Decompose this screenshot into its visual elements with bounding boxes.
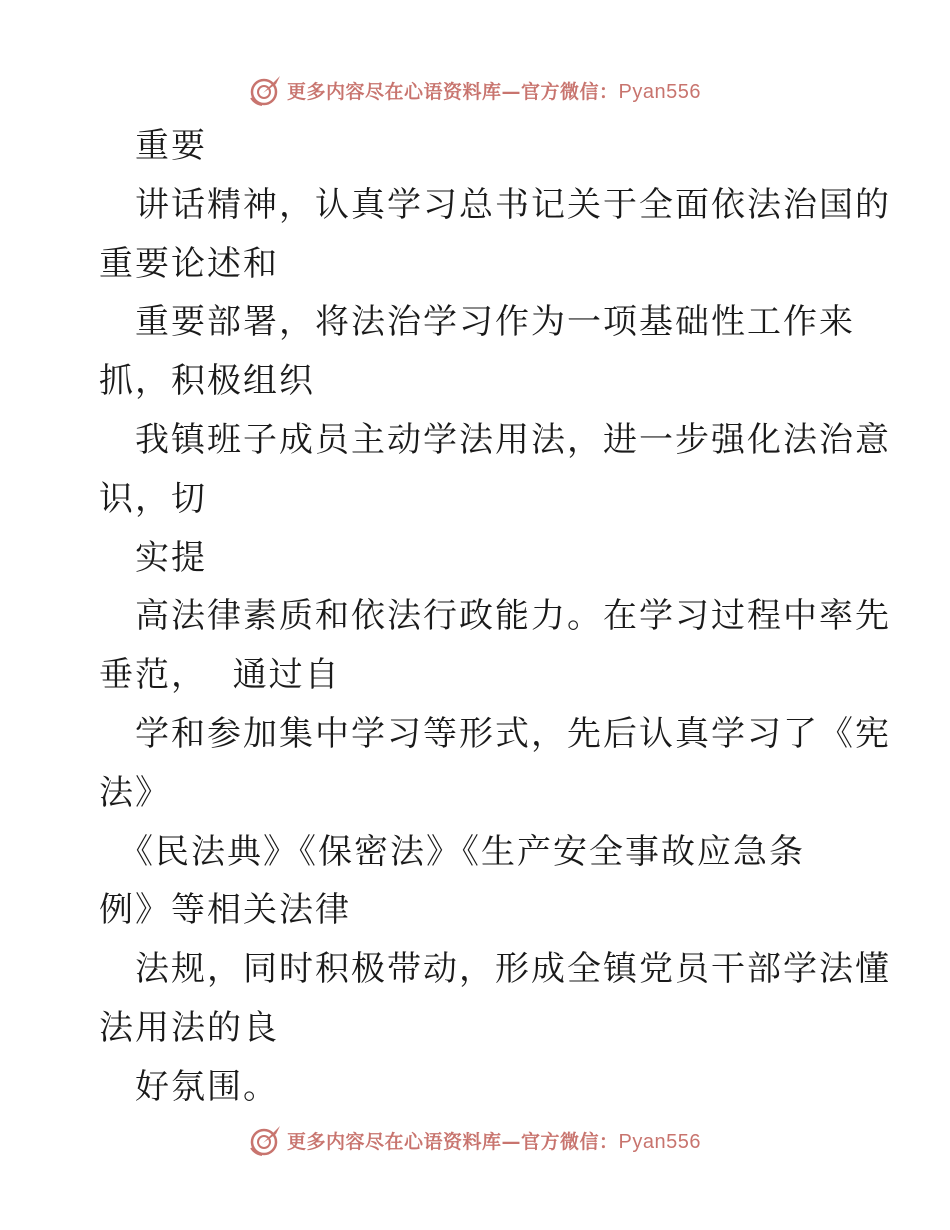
text-line: 我镇班子成员主动学法用法，进一步强化法治意 — [135, 419, 891, 460]
text-line: 法规，同时积极带动，形成全镇党员干部学法懂 — [135, 949, 891, 990]
footer-watermark — [0, 1120, 950, 1160]
text-line: 重要 — [135, 126, 207, 166]
document-body — [99, 117, 891, 1117]
watermark-text: 更多内容尽在心语资料库—官方微信：Pyan556 — [287, 1130, 701, 1153]
text-line: 抓，积极组织 — [99, 361, 315, 402]
text-line: 识，切 — [99, 478, 207, 519]
text-line: 讲话精神，认真学习总书记关于全面依法治国的 — [135, 184, 891, 225]
header-watermark — [0, 70, 950, 110]
text-line: 垂范， 通过自 — [99, 655, 341, 696]
text-line: 法用法的良 — [99, 1007, 279, 1048]
quill-seal-icon — [249, 1123, 283, 1157]
text-line: 重要部署，将法治学习作为一项基础性工作来 — [135, 302, 855, 343]
text-line: 法》 — [99, 772, 171, 813]
text-line: 好氛围。 — [135, 1066, 279, 1107]
text-line: 学和参加集中学习等形式，先后认真学习了《宪 — [135, 713, 891, 754]
quill-seal-icon — [249, 73, 283, 107]
text-line: 高法律素质和依法行政能力。在学习过程中率先 — [135, 596, 891, 637]
text-line: 例》等相关法律 — [99, 890, 351, 931]
text-line: 实提 — [135, 537, 207, 578]
text-line: 《民法典》《保密法》《生产安全事故应急条 — [119, 831, 805, 872]
text-line: 重要论述和 — [99, 243, 279, 284]
watermark-text: 更多内容尽在心语资料库—官方微信：Pyan556 — [287, 80, 701, 103]
